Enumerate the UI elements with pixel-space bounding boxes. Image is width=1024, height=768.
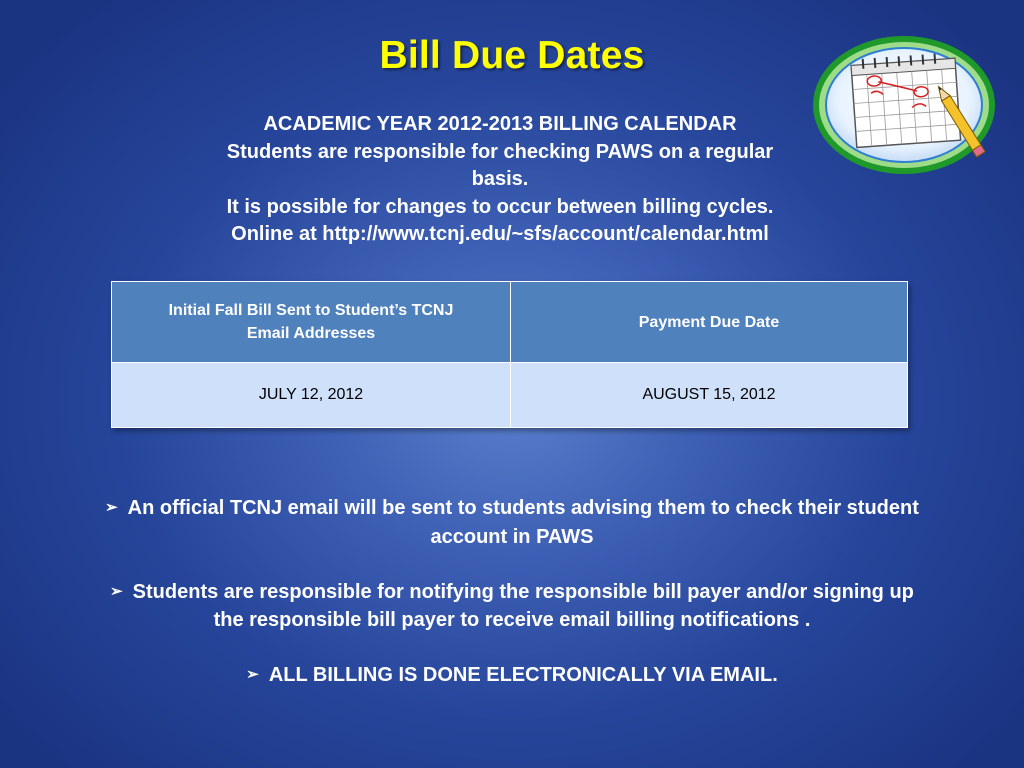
bullet-list (40, 495, 984, 718)
intro-line-online-url: Online at http://www.tcnj.edu/~sfs/account/calendar.html (231, 223, 769, 245)
billing-calendar-table (111, 281, 908, 428)
intro-line-responsible: Students are responsible for checking PAWS on a regular (226, 140, 774, 163)
intro-line-changes: It is possible for changes to occur between billing cycles. (226, 195, 774, 218)
header-payment-due-date: Payment Due Date (511, 282, 908, 363)
table-header-row (112, 282, 908, 363)
intro-line-heading: ACADEMIC YEAR 2012-2013 BILLING CALENDAR (263, 113, 737, 135)
arrow-bullet-icon: ➢ (110, 582, 123, 600)
bullet-official-email: ➢ An official TCNJ email will be sent to students advising them to check their student account in PAWS (40, 495, 984, 551)
intro-text (140, 111, 860, 249)
arrow-bullet-icon: ➢ (246, 666, 259, 683)
cell-payment-due-date: AUGUST 15, 2012 (511, 363, 908, 428)
calendar-pencil-icon (812, 36, 996, 174)
header-initial-fall-bill: Initial Fall Bill Sent to Student’s TCNJ Email Addresses (112, 282, 511, 363)
intro-line-responsible-cont: basis. (471, 168, 529, 190)
arrow-bullet-icon: ➢ (105, 499, 118, 516)
slide-title: Bill Due Dates (379, 34, 645, 77)
table-row (112, 363, 908, 428)
bullet-electronic-billing: ➢ ALL BILLING IS DONE ELECTRONICALLY VIA EMAIL. (40, 662, 984, 691)
cell-bill-sent-date: JULY 12, 2012 (112, 363, 511, 428)
bullet-notify-payer: ➢ Students are responsible for notifying the responsible bill payer and/or signing up the responsible bill payer to receive email billing notifications . (40, 579, 984, 635)
